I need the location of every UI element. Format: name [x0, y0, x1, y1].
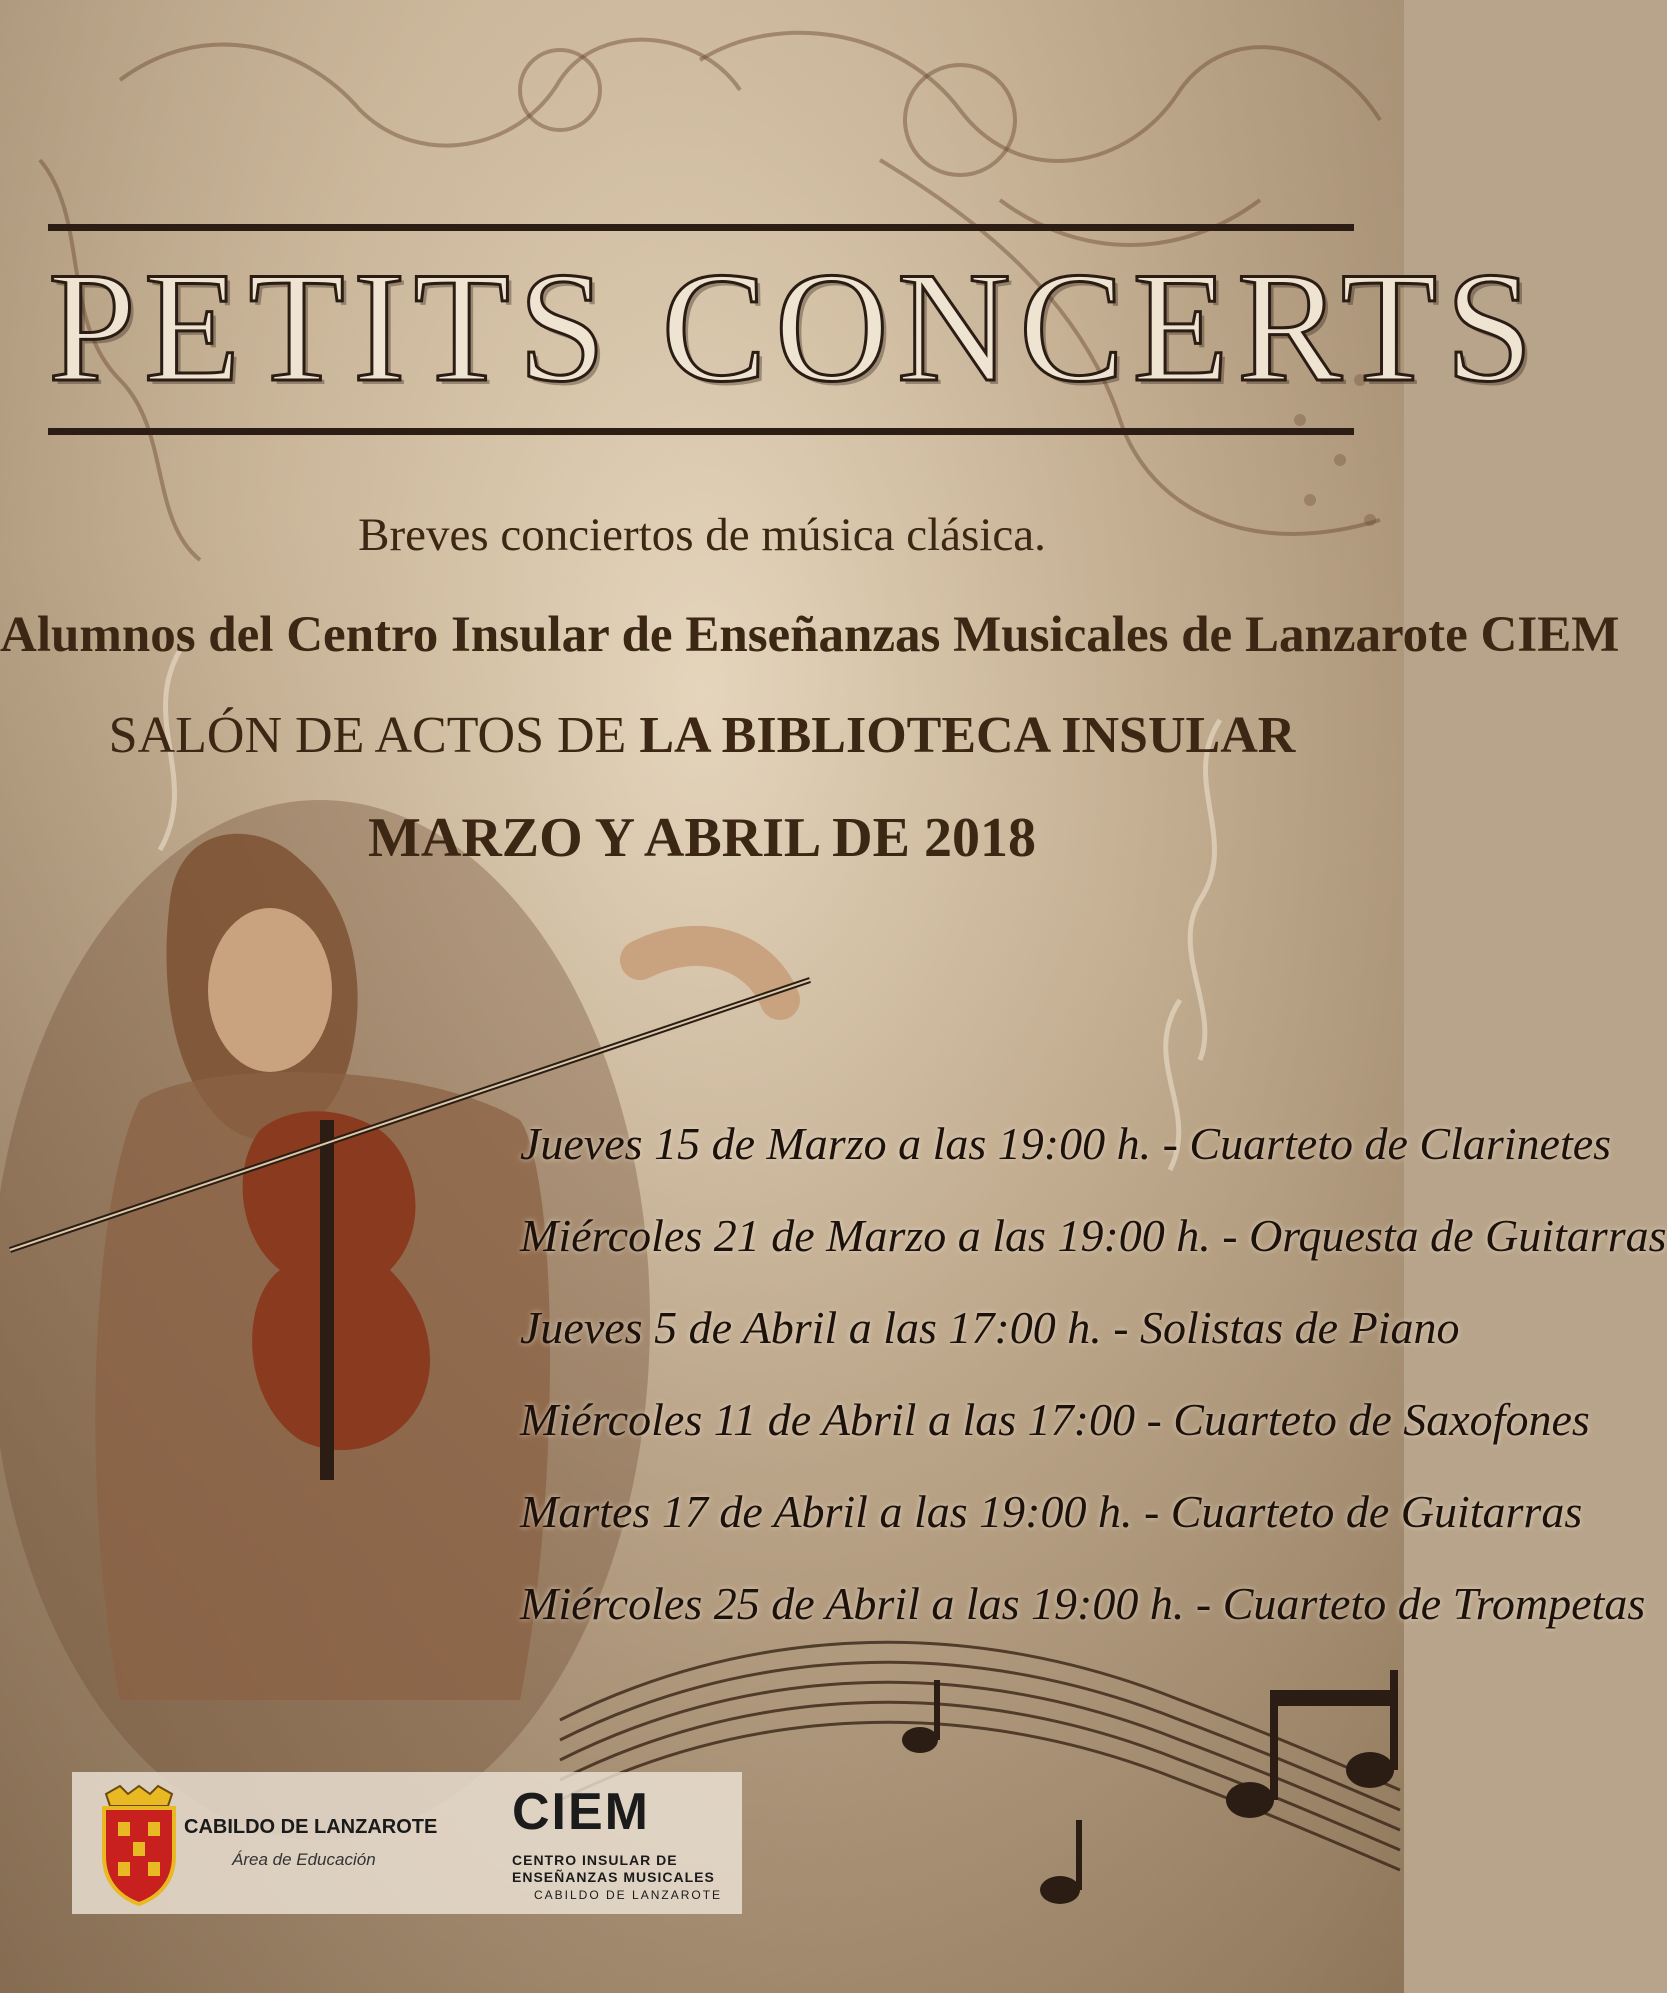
cabildo-name: CABILDO DE LANZAROTE	[184, 1816, 438, 1838]
concert-schedule	[520, 1098, 1667, 1650]
ciem-line-3: CABILDO DE LANZAROTE	[534, 1888, 723, 1902]
sponsor-logos	[72, 1772, 742, 1914]
concert-item: Miércoles 25 de Abril a las 19:00 h. - Cuarteto de Trompetas	[520, 1578, 1646, 1629]
concert-item: Martes 17 de Abril a las 19:00 h. - Cuarteto de Guitarras	[520, 1486, 1583, 1537]
title-rule-top	[48, 224, 1354, 231]
music-notes-glyphs	[902, 1670, 1398, 1904]
ciem-line-1: CENTRO INSULAR DE	[512, 1852, 678, 1868]
concert-item: Jueves 5 de Abril a las 17:00 h. - Solistas de Piano	[520, 1302, 1460, 1353]
ciem-line-2: ENSEÑANZAS MUSICALES	[512, 1869, 715, 1885]
event-dates: MARZO Y ABRIL DE 2018	[368, 807, 1036, 869]
venue-prefix: SALÓN DE ACTOS DE	[108, 707, 627, 764]
concert-item: Miércoles 21 de Marzo a las 19:00 h. - Orquesta de Guitarras	[520, 1210, 1667, 1261]
concert-item: Miércoles 11 de Abril a las 17:00 - Cuarteto de Saxofones	[520, 1394, 1590, 1445]
cabildo-area: Área de Educación	[232, 1850, 376, 1869]
venue-name: LA BIBLIOTECA INSULAR	[639, 707, 1296, 764]
cabildo-shield-icon	[98, 1786, 180, 1904]
concert-item: Jueves 15 de Marzo a las 19:00 h. - Cuarteto de Clarinetes	[520, 1118, 1612, 1169]
poster-title: PETITS CONCERTS	[48, 240, 1542, 415]
ciem-logo: CIEM	[512, 1783, 650, 1841]
organizer: Alumnos del Centro Insular de Enseñanzas Musicales de Lanzarote CIEM	[0, 607, 1620, 663]
subtitle: Breves conciertos de música clásica.	[358, 509, 1046, 561]
title-rule-bottom	[48, 428, 1354, 435]
venue	[0, 706, 1404, 765]
